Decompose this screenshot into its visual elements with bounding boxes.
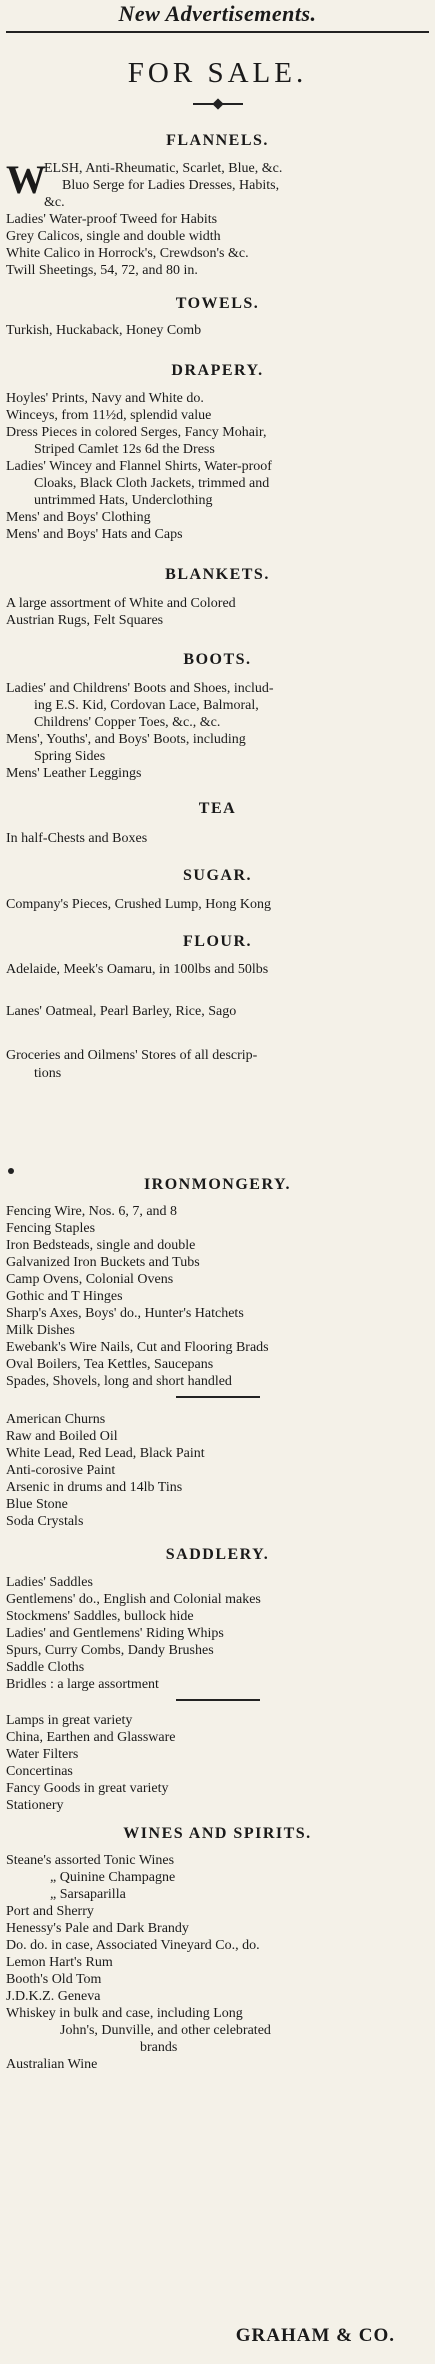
list-item: Port and Sherry <box>6 1904 94 1919</box>
list-item: J.D.K.Z. Geneva <box>6 1989 101 2004</box>
masthead-rule <box>6 31 429 33</box>
list-item: John's, Dunville, and other celebrated <box>60 2023 271 2038</box>
list-item: Adelaide, Meek's Oamaru, in 100lbs and 50lbs <box>6 962 269 977</box>
advertiser-signature: GRAHAM & CO. <box>235 2325 395 2346</box>
list-item: Fencing Staples <box>6 1221 96 1236</box>
list-item: Ewebank's Wire Nails, Cut and Flooring Brads <box>6 1340 269 1355</box>
section-title-ironmongery: IRONMONGERY. <box>143 1176 292 1193</box>
list-item: Mens' and Boys' Hats and Caps <box>6 527 183 542</box>
list-item: Ladies' and Childrens' Boots and Shoes, includ- <box>6 681 274 696</box>
list-item: Arsenic in drums and 14lb Tins <box>6 1480 183 1495</box>
list-item: Bluo Serge for Ladies Dresses, Habits, <box>62 178 280 193</box>
list-item: Gothic and T Hinges <box>6 1289 123 1304</box>
list-item: A large assortment of White and Colored <box>6 596 236 611</box>
list-item: Spurs, Curry Combs, Dandy Brushes <box>6 1643 214 1658</box>
list-item: untrimmed Hats, Underclothing <box>34 493 213 508</box>
list-item: Henessy's Pale and Dark Brandy <box>6 1921 189 1936</box>
section-divider <box>176 1396 260 1398</box>
list-item: China, Earthen and Glassware <box>6 1730 176 1745</box>
list-item: Milk Dishes <box>6 1323 75 1338</box>
list-item: Camp Ovens, Colonial Ovens <box>6 1272 174 1287</box>
list-item: Saddle Cloths <box>6 1660 85 1675</box>
for-sale-heading: FOR SALE. <box>127 57 308 89</box>
list-item: ing E.S. Kid, Cordovan Lace, Balmoral, <box>34 698 259 713</box>
section-title-drapery: DRAPERY. <box>171 362 264 379</box>
list-item: Dress Pieces in colored Serges, Fancy Mohair, <box>6 425 267 440</box>
section-title-towels: TOWELS. <box>175 295 260 312</box>
list-item: Anti-corosive Paint <box>6 1463 116 1478</box>
list-item: brands <box>140 2040 178 2055</box>
section-title-tea: TEA <box>198 800 237 817</box>
section-divider <box>176 1699 260 1701</box>
list-item: Water Filters <box>6 1747 79 1762</box>
list-item: Ladies' Wincey and Flannel Shirts, Water-proof <box>6 459 272 474</box>
list-item: Mens' Leather Leggings <box>6 766 142 781</box>
list-item: Whiskey in bulk and case, including Long <box>6 2006 243 2021</box>
list-item: White Calico in Horrock's, Crewdson's &c. <box>6 246 249 261</box>
list-item: Sharp's Axes, Boys' do., Hunter's Hatchets <box>6 1306 244 1321</box>
list-item: White Lead, Red Lead, Black Paint <box>6 1446 205 1461</box>
list-item: Twill Sheetings, 54, 72, and 80 in. <box>6 263 198 278</box>
list-item: Winceys, from 11½d, splendid value <box>6 408 212 423</box>
list-item: Lanes' Oatmeal, Pearl Barley, Rice, Sago <box>6 1004 237 1019</box>
list-item: Concertinas <box>6 1764 73 1779</box>
list-item: Childrens' Copper Toes, &c., &c. <box>34 715 221 730</box>
list-item: Oval Boilers, Tea Kettles, Saucepans <box>6 1357 214 1372</box>
list-item: Spring Sides <box>34 749 106 764</box>
list-item: Gentlemens' do., English and Colonial makes <box>6 1592 261 1607</box>
list-item: Cloaks, Black Cloth Jackets, trimmed and <box>34 476 270 491</box>
list-item: Grey Calicos, single and double width <box>6 229 221 244</box>
list-item: Spades, Shovels, long and short handled <box>6 1374 232 1389</box>
section-title-saddlery: SADDLERY. <box>165 1546 270 1563</box>
list-item: ELSH, Anti-Rheumatic, Scarlet, Blue, &c. <box>44 161 283 176</box>
list-item: Do. do. in case, Associated Vineyard Co., do. <box>6 1938 260 1953</box>
list-item: Ladies' and Gentlemens' Riding Whips <box>6 1626 224 1641</box>
list-item: Stationery <box>6 1798 64 1813</box>
list-item: Ladies' Water-proof Tweed for Habits <box>6 212 218 227</box>
list-item: „ Sarsaparilla <box>50 1887 126 1902</box>
section-title-flour: FLOUR. <box>183 933 252 950</box>
list-item: Blue Stone <box>6 1497 68 1512</box>
section-title-blankets: BLANKETS. <box>165 566 270 583</box>
list-item: Fancy Goods in great variety <box>6 1781 169 1796</box>
list-item: Raw and Boiled Oil <box>6 1429 118 1444</box>
section-title-sugar: SUGAR. <box>182 867 252 884</box>
masthead: New Advertisements. <box>118 1 317 26</box>
list-item: Mens', Youths', and Boys' Boots, including <box>6 732 246 747</box>
list-item: Turkish, Huckaback, Honey Comb <box>6 323 202 338</box>
drop-cap: W <box>6 157 46 202</box>
list-item: Lemon Hart's Rum <box>6 1955 113 1970</box>
list-item: Striped Camlet 12s 6d the Dress <box>34 442 215 457</box>
ornament-divider <box>193 100 243 108</box>
list-item: American Churns <box>6 1412 106 1427</box>
section-title-boots: BOOTS. <box>183 651 252 668</box>
list-item: „ Quinine Champagne <box>50 1870 176 1885</box>
list-item: Stockmens' Saddles, bullock hide <box>6 1609 194 1624</box>
list-item: Fencing Wire, Nos. 6, 7, and 8 <box>6 1204 178 1219</box>
list-item: Lamps in great variety <box>6 1713 133 1728</box>
list-item: Ladies' Saddles <box>6 1575 93 1590</box>
list-item: Austrian Rugs, Felt Squares <box>6 613 164 628</box>
list-item: Australian Wine <box>6 2057 98 2072</box>
list-item: Steane's assorted Tonic Wines <box>6 1853 175 1868</box>
list-item: Bridles : a large assortment <box>6 1677 159 1692</box>
list-item: Company's Pieces, Crushed Lump, Hong Kong <box>6 897 272 912</box>
list-item: Iron Bedsteads, single and double <box>6 1238 196 1253</box>
list-item: In half-Chests and Boxes <box>6 831 148 846</box>
section-title-flannels: FLANNELS. <box>166 132 269 149</box>
list-item: Mens' and Boys' Clothing <box>6 510 151 525</box>
list-item: Groceries and Oilmens' Stores of all descrip- <box>6 1048 258 1063</box>
list-item: Galvanized Iron Buckets and Tubs <box>6 1255 200 1270</box>
section-title-wines-and-spirits: WINES AND SPIRITS. <box>123 1825 312 1842</box>
list-item: Booth's Old Tom <box>6 1972 102 1987</box>
list-item: Soda Crystals <box>6 1514 84 1529</box>
list-item: &c. <box>44 195 65 210</box>
list-item: tions <box>34 1066 62 1081</box>
bullet-mark <box>8 1168 14 1174</box>
list-item: Hoyles' Prints, Navy and White do. <box>6 391 204 406</box>
